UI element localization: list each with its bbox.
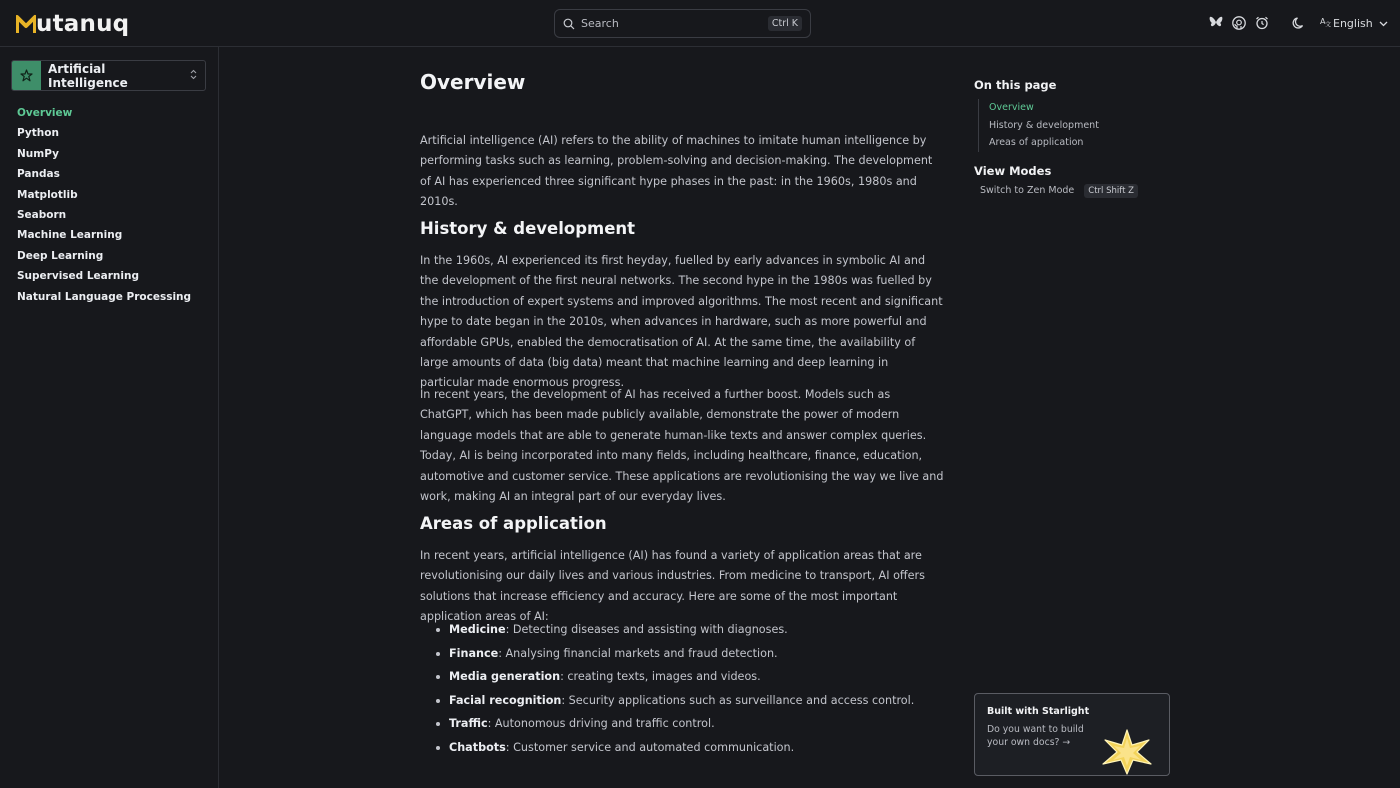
sidebar-item-machine-learning[interactable]: Machine Learning: [17, 229, 123, 242]
toc-title: On this page: [974, 78, 1057, 92]
view-modes-title: View Modes: [974, 163, 1052, 178]
toc-list: [978, 99, 1174, 152]
search-placeholder: Search: [581, 17, 619, 30]
list-item-term: Finance: [449, 646, 499, 660]
section-select-label: Artificial Intelligence: [48, 61, 128, 90]
search-button[interactable]: [554, 9, 811, 38]
social-links: [1208, 15, 1269, 30]
list-item: [436, 714, 914, 738]
sidebar-item-numpy[interactable]: NumPy: [17, 147, 59, 160]
logo-mark-icon: [16, 14, 36, 34]
intro-paragraph: Artificial intelligence (AI) refers to the ability of machines to imitate human intelligence by performing tasks such as learning, problem-solving and decision-making. The development of AI has experienced three significant hype phases in the past: in the 1960s, 1980s and 2010s.: [420, 134, 933, 209]
language-select[interactable]: [1320, 16, 1388, 30]
history-paragraph-2: In recent years, the development of AI has received a further boost. Models such as ChatGPT, which has been made publicly available, demonstrate the power of modern language models that are able to generate human-like texts and answer complex queries. Today, AI is being incorporated into many fields, including healthcare, finance, education, automotive and customer service. These applications are revolutionising the way we live and work, making AI an integral part of our everyday lives.: [420, 388, 944, 504]
list-item-term: Medicine: [449, 623, 506, 636]
github-icon[interactable]: [1231, 15, 1246, 30]
sidebar-item-deep-learning[interactable]: Deep Learning: [17, 249, 104, 262]
list-item-term: Traffic: [449, 717, 488, 731]
search-icon: [563, 18, 575, 30]
list-item: [436, 667, 914, 691]
history-heading: History & development: [420, 219, 636, 238]
section-select[interactable]: [11, 60, 206, 91]
sidebar-item-overview[interactable]: Overview: [17, 107, 73, 119]
list-item-desc: : Customer service and automated communication.: [505, 740, 795, 754]
list-item-term: Facial recognition: [449, 693, 562, 707]
svg-text:A: A: [1320, 17, 1326, 26]
toc-link-history[interactable]: History & development: [989, 119, 1099, 131]
list-item-desc: : Autonomous driving and traffic control.: [487, 717, 715, 731]
list-item-term: Chatbots: [449, 740, 506, 754]
list-item: [436, 644, 914, 668]
list-item-desc: : Security applications such as surveillance and access control.: [561, 693, 915, 707]
zen-mode-toggle[interactable]: [980, 184, 1174, 198]
language-label: English: [1333, 16, 1373, 30]
bluesky-icon[interactable]: [1208, 15, 1223, 30]
sidebar: [0, 47, 219, 788]
sidebar-item-pandas[interactable]: Pandas: [17, 168, 60, 181]
list-item: [436, 691, 914, 715]
search-shortcut: Ctrl K: [768, 16, 802, 31]
star-icon: [12, 61, 41, 90]
applications-list: [436, 620, 914, 762]
chevron-up-down-icon: [181, 69, 205, 82]
logo-text: utanuq: [36, 11, 130, 37]
table-of-contents: [974, 78, 1174, 198]
toc-link-areas[interactable]: Areas of application: [989, 137, 1084, 148]
sidebar-item-supervised-learning[interactable]: Supervised Learning: [17, 270, 139, 283]
history-paragraph-1: In the 1960s, AI experienced its first heyday, fuelled by early advances in symbolic AI and the development of the first neural networks. The second hype in the 1980s was fuelled by the introduction of expert systems and improved algorithms. The most recent and significant hype to date began in the 2010s, when advances in hardware, such as more powerful and affordable GPUs, enabled the democratisation of AI. At the same time, the availability of large amounts of data (big data) meant that machine learning and deep learning in particular made enormous progress.: [420, 254, 943, 390]
sidebar-item-matplotlib[interactable]: Matplotlib: [17, 188, 78, 201]
list-item-desc: : Analysing financial markets and fraud detection.: [498, 646, 778, 660]
sidebar-nav: [17, 103, 191, 307]
zen-mode-label: Switch to Zen Mode: [980, 185, 1075, 196]
moon-icon[interactable]: [1292, 15, 1306, 34]
areas-paragraph: In recent years, artificial intelligence (AI) has found a variety of application areas that are revolutionising our daily lives and various industries. From medicine to transport, AI offers solutions that increase efficiency and accuracy. Here are some of the most important application areas of AI:: [420, 549, 925, 624]
svg-text:文: 文: [1325, 21, 1331, 27]
sidebar-item-python[interactable]: Python: [17, 127, 59, 140]
starlight-promo[interactable]: [974, 693, 1170, 776]
toc-link-overview[interactable]: Overview: [989, 102, 1034, 113]
list-item: [436, 620, 914, 644]
zen-mode-shortcut: Ctrl Shift Z: [1084, 184, 1138, 198]
alarm-clock-icon[interactable]: [1254, 15, 1269, 30]
sidebar-item-nlp[interactable]: Natural Language Processing: [17, 290, 192, 303]
areas-heading: Areas of application: [420, 514, 607, 533]
starlight-title: Built with Starlight: [987, 706, 1090, 717]
page-title: Overview: [420, 70, 526, 94]
site-logo[interactable]: [16, 10, 129, 38]
site-header: [0, 0, 1400, 47]
starlight-star-icon: [1099, 728, 1155, 776]
list-item: [436, 738, 914, 762]
translate-icon: [1320, 16, 1331, 30]
chevron-down-icon: [1379, 17, 1388, 30]
starlight-desc: Do you want to build your own docs? →: [987, 724, 1084, 748]
sidebar-item-seaborn[interactable]: Seaborn: [17, 208, 67, 221]
list-item-desc: : creating texts, images and videos.: [560, 670, 761, 684]
list-item-desc: : Detecting diseases and assisting with diagnoses.: [505, 623, 788, 636]
list-item-term: Media generation: [449, 670, 561, 684]
